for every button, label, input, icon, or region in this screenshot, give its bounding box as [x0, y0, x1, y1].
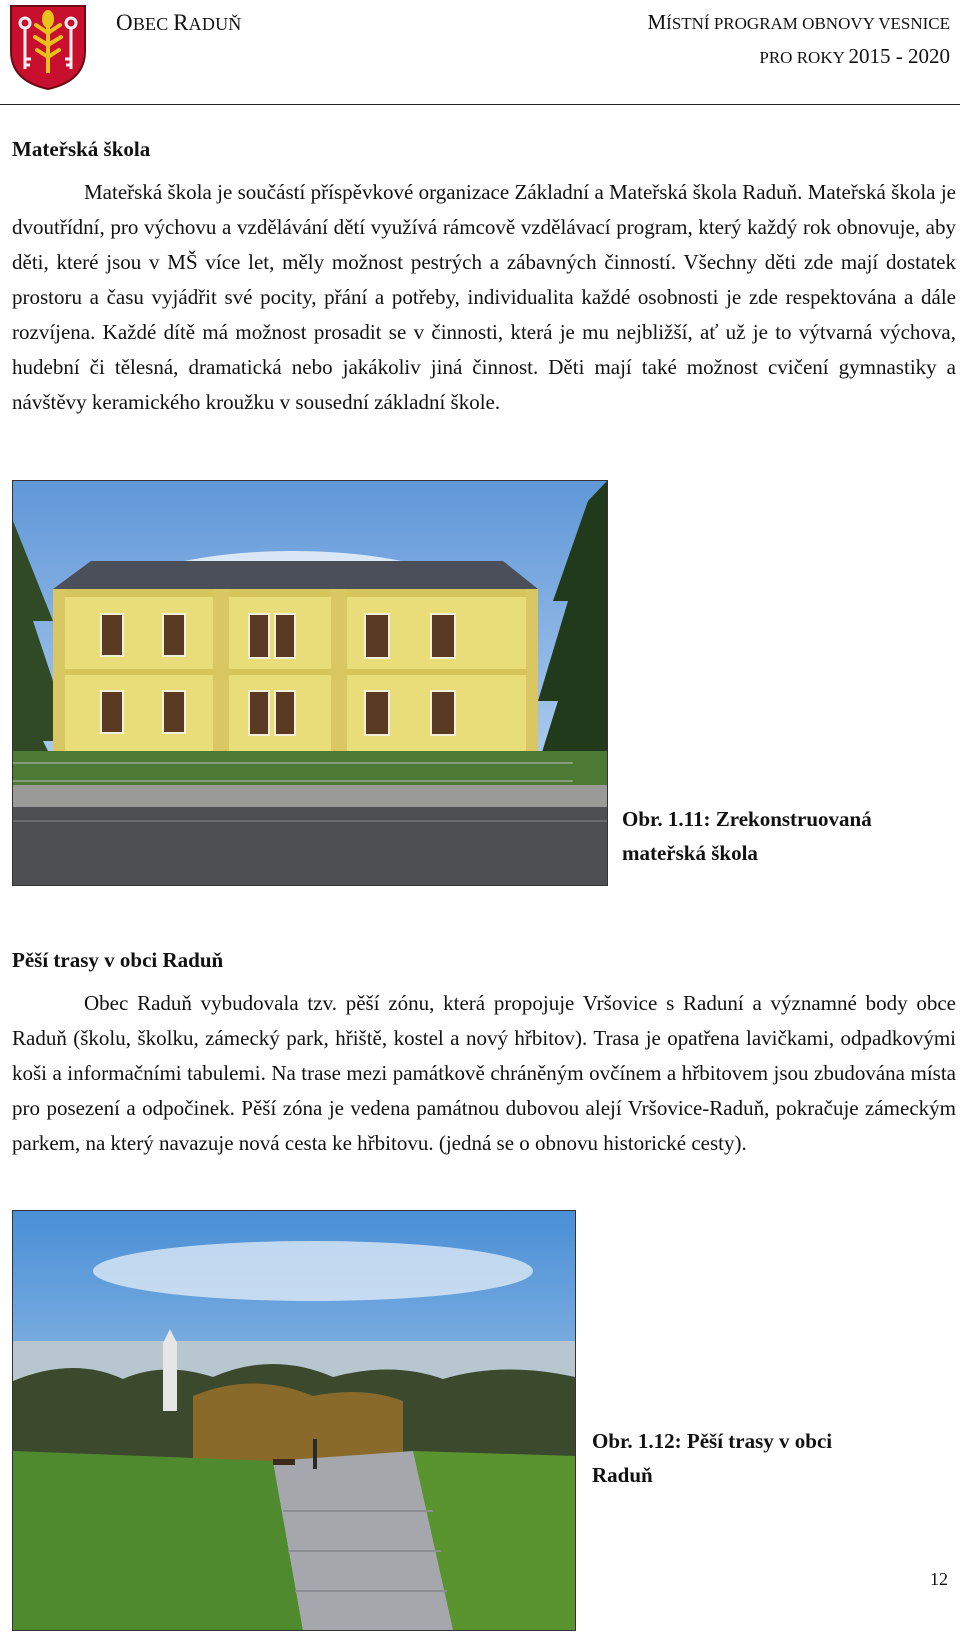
kindergarten-paragraph: Mateřská škola je součástí příspěvkové organizace Základní a Mateřská škola Raduň. Mateřská škola je dvoutřídní, pro výchovu a vzdělávání dětí využívá rámcově vzdělávací program, který každý rok obnovuje, aby děti, které jsou v MŠ více let, měly možnost pestrých a zábavných činností. Všechny děti zde mají dostatek prostoru a času vyjádřit své pocity, přání a potřeby, individualita každé osobnosti je zde respektována a dále rozvíjena. Každé dítě má možnost prosadit se v činnosti, která je mu nejbližší, ať už je to výtvarná výchova, hudební či tělesná, dramatická nebo jakákoliv jiná činnost. Děti mají také možnost cvičení gymnastiky a návštěvy keramického kroužku v sousední základní škole. [12, 180, 956, 414]
kindergarten-photo-caption: Obr. 1.11: Zrekonstruovaná mateřská škola [622, 807, 872, 865]
coat-of-arms-icon [8, 3, 88, 91]
section-heading-kindergarten: Mateřská škola [12, 137, 151, 161]
page-header [0, 0, 960, 106]
walking-trail-photo-caption: Obr. 1.12: Pěší trasy v obci Raduň [592, 1429, 833, 1487]
page-number: 12 [930, 1569, 948, 1589]
section-heading-walking-trails: Pěší trasy v obci Raduň [12, 948, 224, 972]
program-title-line1: MÍSTNÍ PROGRAM OBNOVY VESNICE [647, 10, 950, 34]
walking-trail-photo [12, 1210, 576, 1631]
program-title-line2: PRO ROKY 2015 - 2020 [759, 44, 950, 68]
municipality-name: OBEC RADUŇ [116, 10, 242, 35]
program-title [647, 6, 950, 74]
kindergarten-photo [12, 480, 608, 886]
walking-trails-paragraph: Obec Raduň vybudovala tzv. pěší zónu, která propojuje Vršovice s Raduní a významné body obce Raduň (školu, školku, zámecký park, hřiště, kostel a nový hřbitov). Trasa je opatřena lavičkami, odpadkovými koši a informačními tabulemi. Na trase mezi památkově chráněným ovčínem a hřbitovem jsou zbudována místa pro posezení a odpočinek. Pěší zóna je vedena památnou dubovou alejí Vršovice-Raduň, pokračuje zámeckým parkem, na který navazuje nová cesta ke hřbitovu. (jedná se o obnovu historické cesty). [12, 991, 956, 1155]
header-divider [0, 104, 960, 105]
